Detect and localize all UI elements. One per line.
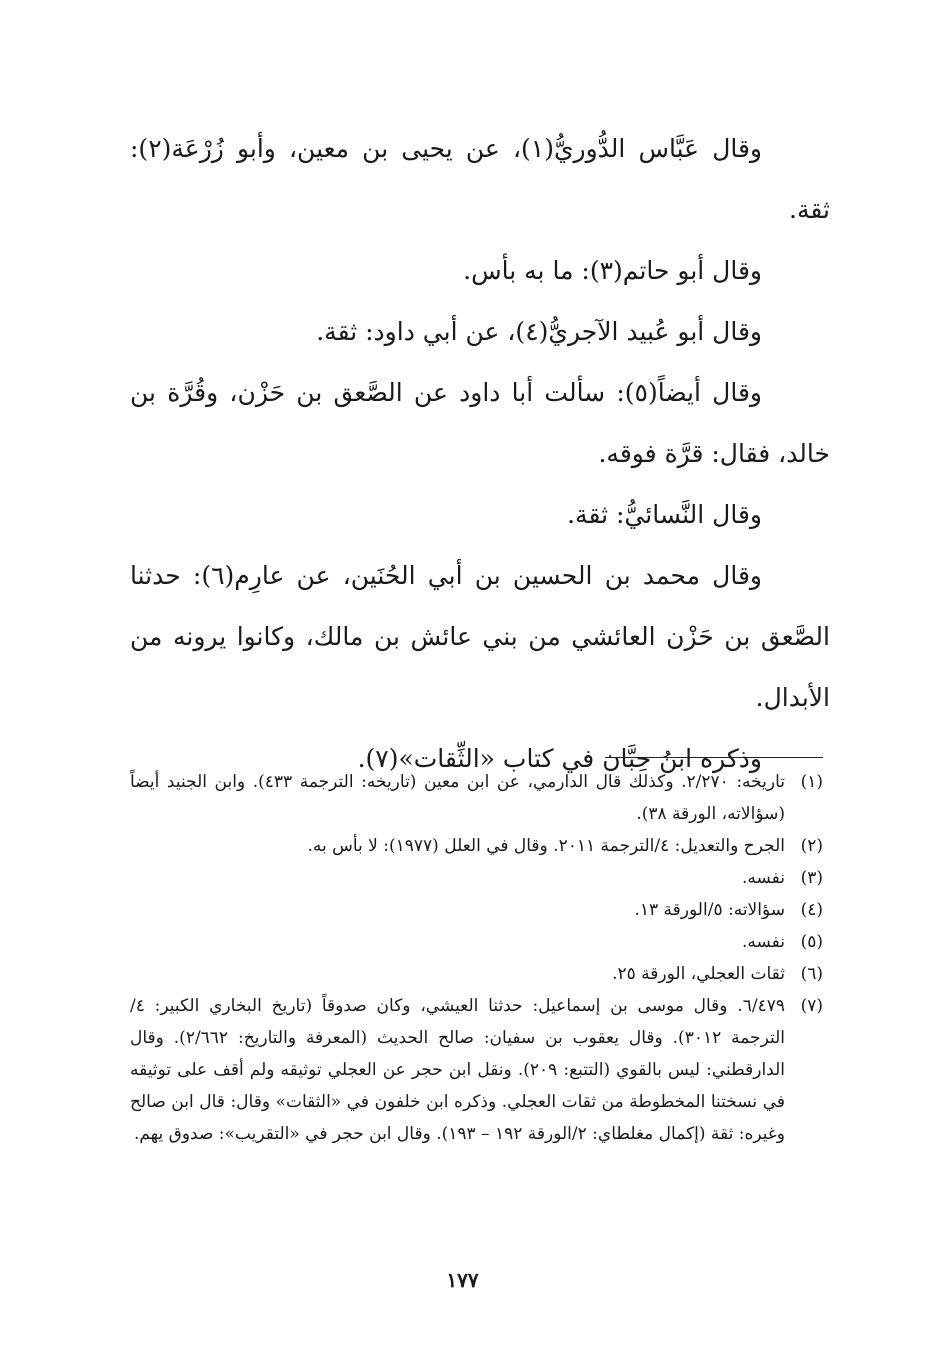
footnote-number: (٢) (800, 836, 823, 856)
footnote-number: (٣) (800, 868, 823, 888)
footnote-text: ٦/٤٧٩. وقال موسى بن إسماعيل: حدثنا العيشي، وكان صدوقاً (تاريخ البخاري الكبير: ٤/الترجمة ٣٠١٢). وقال يعقوب بن سفيان: صالح الحديث (المعرفة والتاريخ: ٢/٦٦٢). وقال الدارقطني: ليس بالقوي (التتبع: ٢٠٩). ونقل ابن حجر عن العجلي توثيقه ولم أقف على توثيقه في نسختنا المخطوطة من ثقات العجلي. وذكره ابن خلفون في «الثقات» وقال: قال ابن صالح وغيره: ثقة (إكمال مغلطاي: ٢/الورقة ١٩٢ – ١٩٣). وقال ابن حجر في «التقريب»: صدوق يهم. (130, 996, 785, 1144)
footnote-text: الجرح والتعديل: ٤/الترجمة ٢٠١١. وقال في العلل (١٩٧٧): لا بأس به. (307, 836, 785, 856)
footnote-number: (١) (800, 772, 823, 792)
footnote-separator (605, 757, 823, 758)
footnote-5 (130, 926, 823, 958)
paragraph-2: وقال أبو حاتم(٣): ما به بأس. (463, 256, 762, 285)
footnotes (130, 766, 823, 1150)
footnote-2 (130, 830, 823, 862)
page-number: ١٧٧ (446, 1268, 479, 1292)
footnote-number: (٧) (800, 996, 823, 1016)
footnote-6 (130, 958, 823, 990)
paragraph-4: وقال أيضاً(٥): سألت أبا داود عن الصَّعق بن حَزْن، وقُرَّة بن خالد، فقال: قرَّة فوقه. (130, 378, 830, 468)
footnote-text: تاريخه: ٢/٢٧٠. وكذلك قال الدارمي، عن ابن معين (تاريخه: الترجمة ٤٣٣). وابن الجنيد أيضاً (سؤالاته، الورقة ٣٨). (130, 772, 785, 824)
paragraph-6: وقال محمد بن الحسين بن أبي الحُنَين، عن عارِم(٦): حدثنا الصَّعق بن حَزْن العائشي من بني عائش بن مالك، وكانوا يرونه من الأبدال. (130, 561, 830, 712)
footnote-7 (130, 990, 823, 1150)
paragraph-7: وذكره ابنُ حِبَّان في كتاب «الثِّقات»(٧). (357, 744, 762, 773)
footnote-number: (٦) (800, 964, 823, 984)
main-text (130, 118, 830, 789)
footnote-text: ثقات العجلي، الورقة ٢٥. (612, 964, 785, 984)
paragraph-1: وقال عَبَّاس الدُّوريُّ(١)، عن يحيى بن معين، وأبو زُرْعَة(٢): ثقة. (130, 134, 830, 224)
footnote-number: (٥) (800, 932, 823, 952)
footnote-4 (130, 894, 823, 926)
footnote-text: سؤالاته: ٥/الورقة ١٣. (634, 900, 785, 920)
footnote-text: نفسه. (741, 932, 785, 952)
footnote-number: (٤) (800, 900, 823, 920)
paragraph-5: وقال النَّسائيُّ: ثقة. (567, 500, 762, 529)
paragraph-3: وقال أبو عُبيد الآجريُّ(٤)، عن أبي داود: ثقة. (316, 317, 762, 346)
footnote-text: نفسه. (741, 868, 785, 888)
footnote-1 (130, 766, 823, 830)
footnote-3 (130, 862, 823, 894)
